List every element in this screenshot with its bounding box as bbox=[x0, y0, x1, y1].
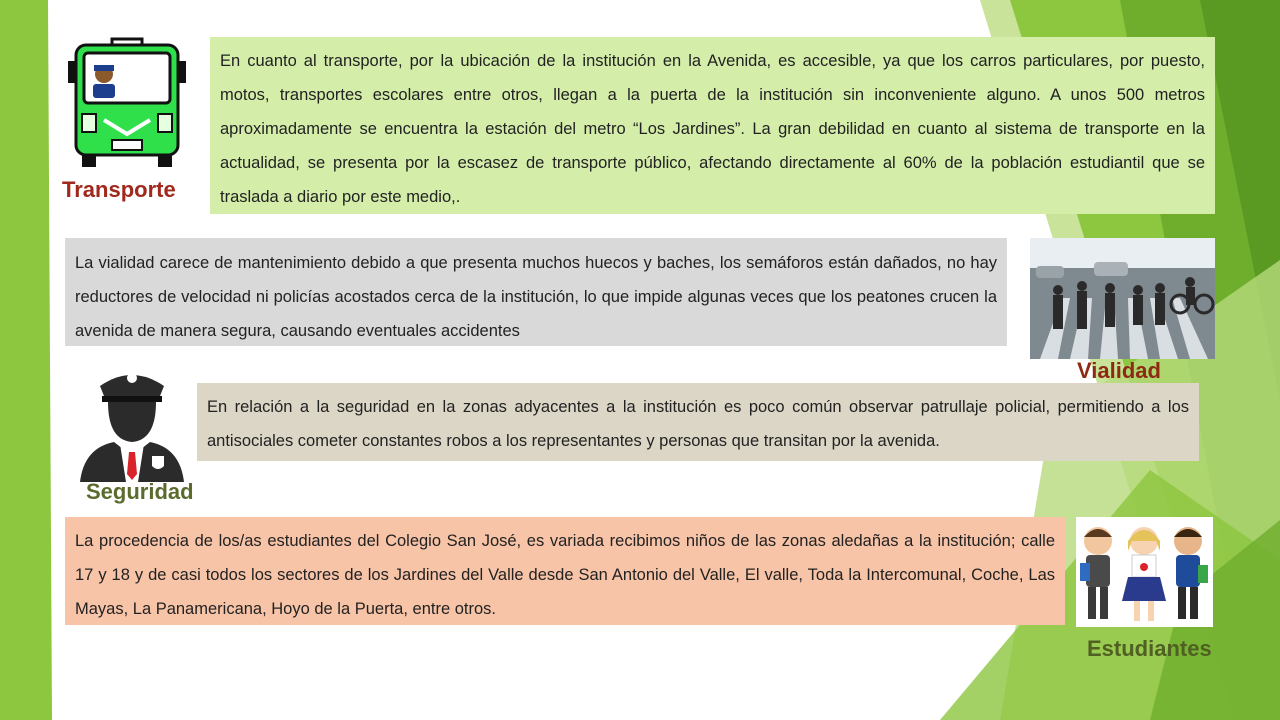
transporte-label: Transporte bbox=[62, 177, 176, 202]
vialidad-label: Vialidad bbox=[1077, 358, 1161, 383]
students-image bbox=[1076, 517, 1213, 627]
pedestrian-crossing-image bbox=[1030, 238, 1215, 359]
bus-icon bbox=[62, 36, 192, 174]
vialidad-text: La vialidad carece de mantenimiento debido a que presenta muchos huecos y baches, los semáforos están dañados, no hay reductores de velocidad ni policías acostados cerca de la institución, lo que impide algunas veces que los peatones crucen la avenida de manera segura, causando eventuales accidentes bbox=[65, 238, 1007, 346]
estudiantes-text: La procedencia de los/as estudiantes del Colegio San José, es variada recibimos niños de las zonas aledañas a la institución; calle 17 y 18 y de casi todos los sectores de los Jardines del Valle desde San Antonio del Valle, El valle, Toda la Intercomunal, Coche, Las Mayas, La Panamericana, Hoyo de la Puerta, entre otros. bbox=[65, 517, 1065, 625]
seguridad-label: Seguridad bbox=[86, 479, 194, 504]
police-officer-icon bbox=[80, 364, 184, 482]
transporte-text: En cuanto al transporte, por la ubicación de la institución en la Avenida, es accesible, ya que los carros particulares, por puesto, motos, transportes escolares entre otros, llegan a la puerta de la institución sin inconveniente alguno. A unos 500 metros aproximadamente se encuentra la estación del metro “Los Jardines”. La gran debilidad en cuanto al sistema de transporte en la actualidad, se presenta por la escasez de transporte público, afectando directamente al 60% de la población estudiantil que se traslada a diario por este medio,. bbox=[210, 37, 1215, 214]
estudiantes-label: Estudiantes bbox=[1087, 636, 1212, 661]
seguridad-text: En relación a la seguridad en la zonas adyacentes a la institución es poco común observar patrullaje policial, permitiendo a los antisociales cometer constantes robos a los representantes y personas que transitan por la avenida. bbox=[197, 383, 1199, 461]
